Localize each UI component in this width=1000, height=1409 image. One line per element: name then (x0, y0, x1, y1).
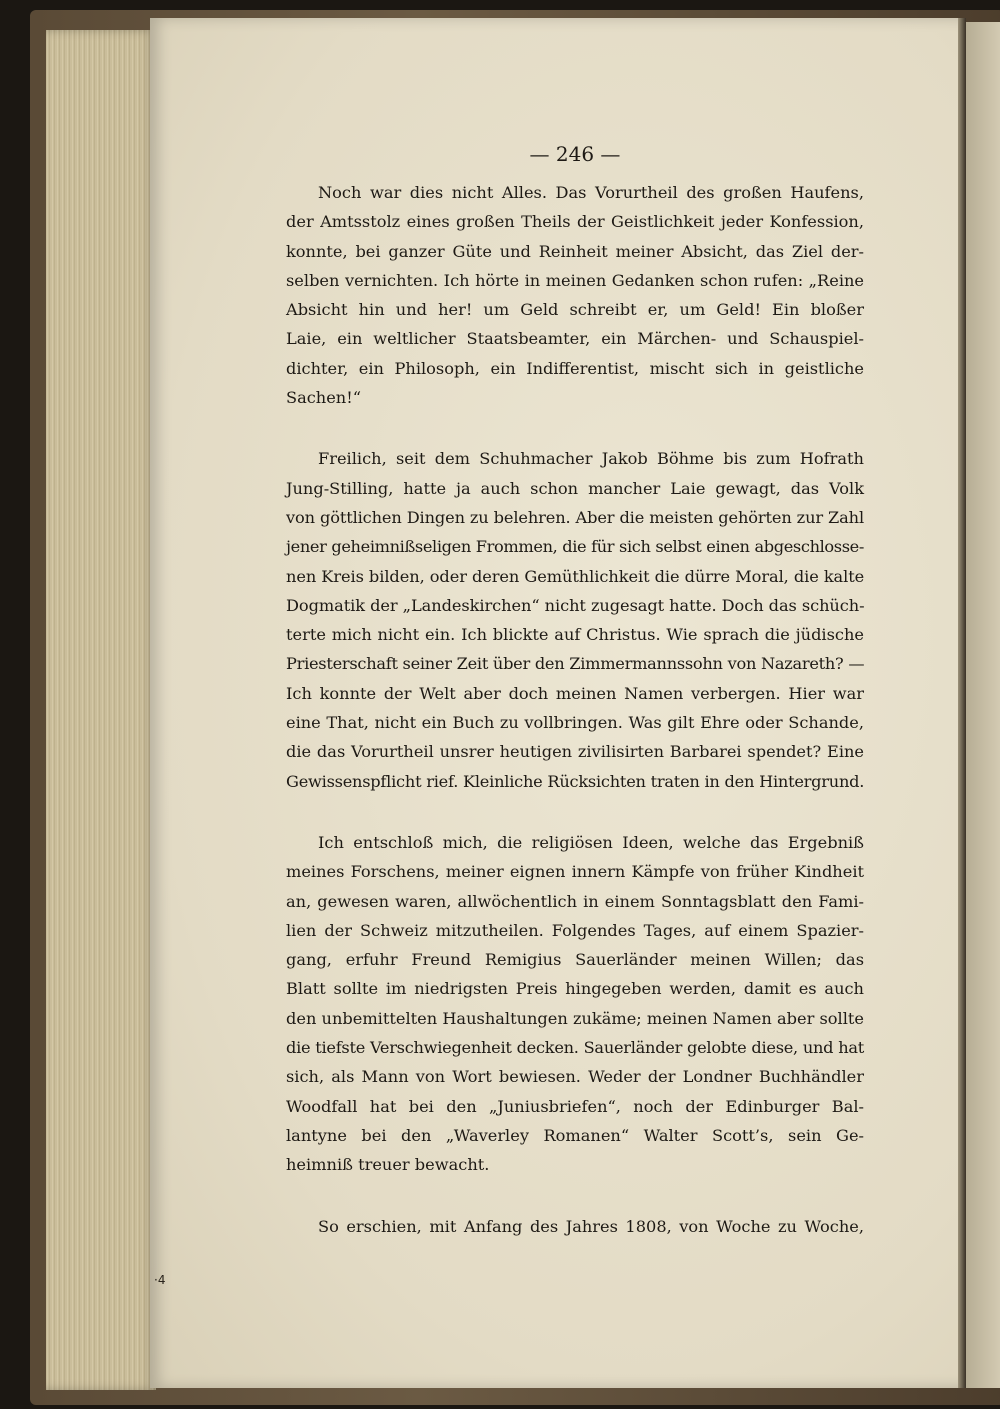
paragraph-1 (286, 178, 864, 412)
text-line: Noch war dies nicht Alles. Das Vorurtheil des großen Haufens, (318, 183, 864, 202)
paragraph-3 (286, 828, 864, 1180)
text-line: Gewissenspflicht rief. Kleinliche Rücksichten traten in den Hintergrund. (286, 771, 865, 791)
text-line: Dogmatik der „Landeskirchen“ nicht zugesagt hatte. Doch das schüch- (286, 595, 865, 615)
text-line: an, gewesen waren, allwöchentlich in einem Sonntagsblatt den Fami- (286, 891, 864, 911)
facing-page-edge (966, 22, 1000, 1388)
page-edges (46, 30, 156, 1390)
text-line: So erschien, mit Anfang des Jahres 1808, von Woche zu Woche, (318, 1216, 864, 1236)
text-line: jener geheimnißseligen Frommen, die für sich selbst einen abgeschlosse- (286, 537, 864, 557)
paragraph-2 (286, 444, 864, 796)
text-line: nen Kreis bilden, oder deren Gemüthlichkeit die dürre Moral, die kalte (286, 566, 865, 586)
book-gutter (958, 18, 966, 1388)
page-number: — 246 — (529, 142, 621, 166)
text-line: Ich entschloß mich, die religiösen Ideen, welche das Ergebniß (318, 832, 864, 852)
text-line: konnte, bei ganzer Güte und Reinheit meiner Absicht, das Ziel der- (286, 241, 864, 261)
text-line: Absicht hin und her! um Geld schreibt er, um Geld! Ein bloßer (286, 300, 864, 320)
text-line: von göttlichen Dingen zu belehren. Aber die meisten gehörten zur Zahl (286, 507, 864, 527)
body-text (286, 178, 864, 1241)
text-line: lantyne bei den „Waverley Romanen“ Walter Scott’s, sein Ge- (286, 1125, 864, 1145)
text-line: Ich konnte der Welt aber doch meinen Namen verbergen. Hier war (286, 683, 864, 703)
text-line: Sachen!“ (286, 388, 362, 408)
text-line: meines Forschens, meiner eignen innern Kämpfe von früher Kindheit (286, 862, 864, 882)
text-line: Freilich, seit dem Schuhmacher Jakob Böhme bis zum Hofrath (318, 449, 864, 469)
text-line: heimniß treuer bewacht. (286, 1155, 490, 1175)
text-line: den unbemittelten Haushaltungen zukäme; meinen Namen aber sollte (286, 1008, 864, 1028)
text-line: Woodfall hat bei den „Juniusbriefen“, noch der Edinburger Bal- (286, 1096, 864, 1116)
text-line: Priesterschaft seiner Zeit über den Zimmermannssohn von Nazareth? — (286, 654, 865, 674)
margin-mark: ·4 (154, 1273, 166, 1287)
text-line: gang, erfuhr Freund Remigius Sauerländer meinen Willen; das (286, 950, 864, 970)
text-line: Jung-Stilling, hatte ja auch schon mancher Laie gewagt, das Volk (286, 478, 864, 498)
text-line: die tiefste Verschwiegenheit decken. Sauerländer gelobte diese, und hat (286, 1038, 864, 1058)
text-line: der Amtsstolz eines großen Theils der Geistlichkeit jeder Konfession, (286, 212, 864, 232)
text-line: die das Vorurtheil unsrer heutigen zivilisirten Barbarei spendet? Eine (286, 742, 864, 762)
text-line: selben vernichten. Ich hörte in meinen Gedanken schon rufen: „Reine (286, 270, 864, 290)
paragraph-4 (286, 1212, 864, 1241)
text-line: Laie, ein weltlicher Staatsbeamter, ein Märchen- und Schauspiel- (286, 329, 864, 349)
text-line: dichter, ein Philosoph, ein Indifferentist, mischt sich in geistliche (286, 358, 864, 378)
text-line: eine That, nicht ein Buch zu vollbringen. Was gilt Ehre oder Schande, (286, 713, 864, 733)
text-line: sich, als Mann von Wort bewiesen. Weder der Londner Buchhändler (286, 1067, 864, 1087)
text-line: terte mich nicht ein. Ich blickte auf Christus. Wie sprach die jüdische (286, 625, 864, 645)
text-line: Blatt sollte im niedrigsten Preis hingegeben werden, damit es auch (286, 979, 864, 999)
text-line: lien der Schweiz mitzutheilen. Folgendes Tages, auf einem Spazier- (286, 920, 864, 940)
